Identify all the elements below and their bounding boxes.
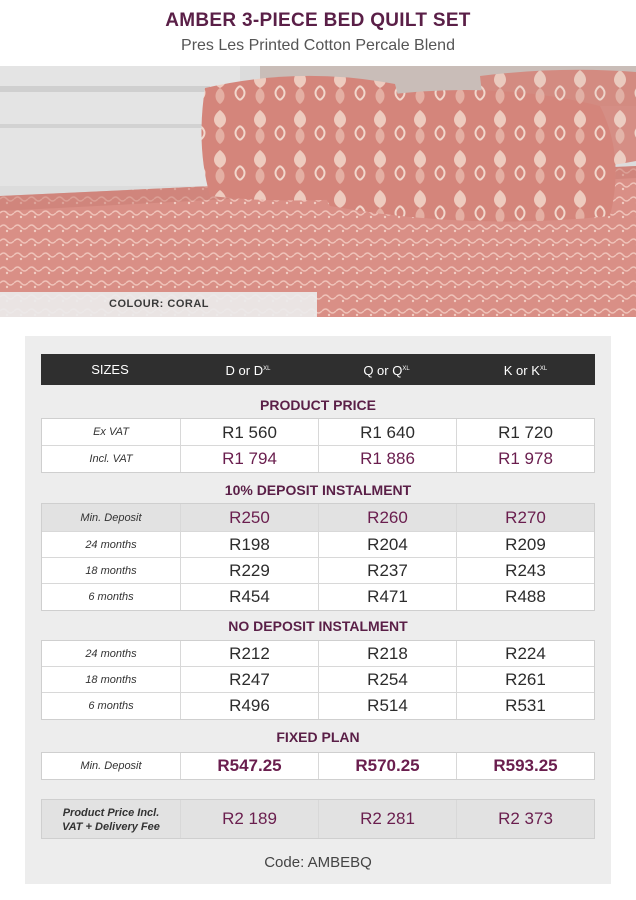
row-label: 18 months: [85, 674, 137, 686]
price-k: R1 720: [456, 419, 594, 445]
price-d: R2 189: [180, 800, 318, 838]
price-panel: [25, 336, 611, 884]
price-q: R471: [318, 584, 456, 610]
row-label-total: [42, 800, 180, 838]
price-d: R247: [180, 667, 318, 692]
price-q: R260: [318, 504, 456, 531]
row-label: 18 months: [85, 565, 137, 577]
header-size-q: Q or $Q^{XL}$: [363, 363, 410, 378]
price-k: R261: [456, 667, 594, 692]
price-d: R454: [180, 584, 318, 610]
price-q: R514: [318, 693, 456, 719]
row-label: Min. Deposit: [80, 760, 142, 772]
price-d: R229: [180, 558, 318, 583]
price-q: R1 640: [318, 419, 456, 445]
price-d: R547.25: [180, 753, 318, 779]
price-k: R243: [456, 558, 594, 583]
price-k: R1 978: [456, 446, 594, 472]
colour-label-bar: [0, 292, 317, 317]
header-size-k: K or $K^{XL}$: [503, 363, 548, 378]
product-price-table: [41, 418, 595, 473]
fixed-plan-table: [41, 752, 595, 780]
price-q: R237: [318, 558, 456, 583]
price-k: R209: [456, 532, 594, 557]
price-d: R1 560: [180, 419, 318, 445]
table-row: [42, 693, 594, 719]
bed-quilt-illustration: [0, 66, 636, 317]
section-title-fixed-plan: FIXED PLAN: [276, 729, 360, 745]
price-k: R488: [456, 584, 594, 610]
no-deposit-instalment-table: [41, 640, 595, 720]
total-label-line1: Product Price Incl.: [62, 807, 160, 819]
colour-label: COLOUR: CORAL: [109, 298, 209, 310]
product-code: Code: AMBEBQ: [264, 854, 372, 871]
table-row: [42, 532, 594, 558]
total-label-line2: VAT + Delivery Fee: [62, 821, 160, 833]
price-k: R531: [456, 693, 594, 719]
header-size-d: D or $D^{XL}$: [225, 363, 271, 378]
section-title-no-deposit-instalment: NO DEPOSIT INSTALMENT: [228, 618, 408, 634]
deposit-instalment-table: [41, 503, 595, 611]
row-label: Ex VAT: [93, 426, 129, 438]
table-header: [41, 354, 595, 385]
row-label: 6 months: [88, 591, 134, 603]
price-q: R218: [318, 641, 456, 666]
table-row: [42, 753, 594, 779]
row-label: 6 months: [88, 700, 134, 712]
price-k: R224: [456, 641, 594, 666]
product-subtitle: Pres Les Printed Cotton Percale Blend: [181, 37, 455, 54]
table-row: [42, 504, 594, 532]
header-sizes: SIZES: [91, 362, 129, 377]
row-label: Incl. VAT: [89, 453, 133, 465]
table-row: [42, 667, 594, 693]
price-k: R2 373: [456, 800, 594, 838]
total-price-table: [41, 799, 595, 839]
section-title-product-price: PRODUCT PRICE: [260, 397, 376, 413]
row-label: Min. Deposit: [80, 512, 142, 524]
price-q: R570.25: [318, 753, 456, 779]
table-row: [42, 641, 594, 667]
price-q: R1 886: [318, 446, 456, 472]
price-d: R198: [180, 532, 318, 557]
table-row: [42, 446, 594, 472]
price-q: R254: [318, 667, 456, 692]
price-d: R212: [180, 641, 318, 666]
row-label: 24 months: [85, 539, 137, 551]
price-q: R204: [318, 532, 456, 557]
table-row: [42, 419, 594, 446]
table-row: [42, 800, 594, 838]
price-q: R2 281: [318, 800, 456, 838]
product-title: AMBER 3-PIECE BED QUILT SET: [165, 10, 471, 31]
price-k: R270: [456, 504, 594, 531]
table-row: [42, 558, 594, 584]
section-title-deposit-instalment: 10% DEPOSIT INSTALMENT: [224, 482, 412, 498]
price-d: R250: [180, 504, 318, 531]
header: [0, 0, 636, 66]
price-d: R496: [180, 693, 318, 719]
price-d: R1 794: [180, 446, 318, 472]
product-photo: [0, 66, 636, 317]
row-label: 24 months: [85, 648, 137, 660]
table-row: [42, 584, 594, 610]
price-k: R593.25: [456, 753, 594, 779]
